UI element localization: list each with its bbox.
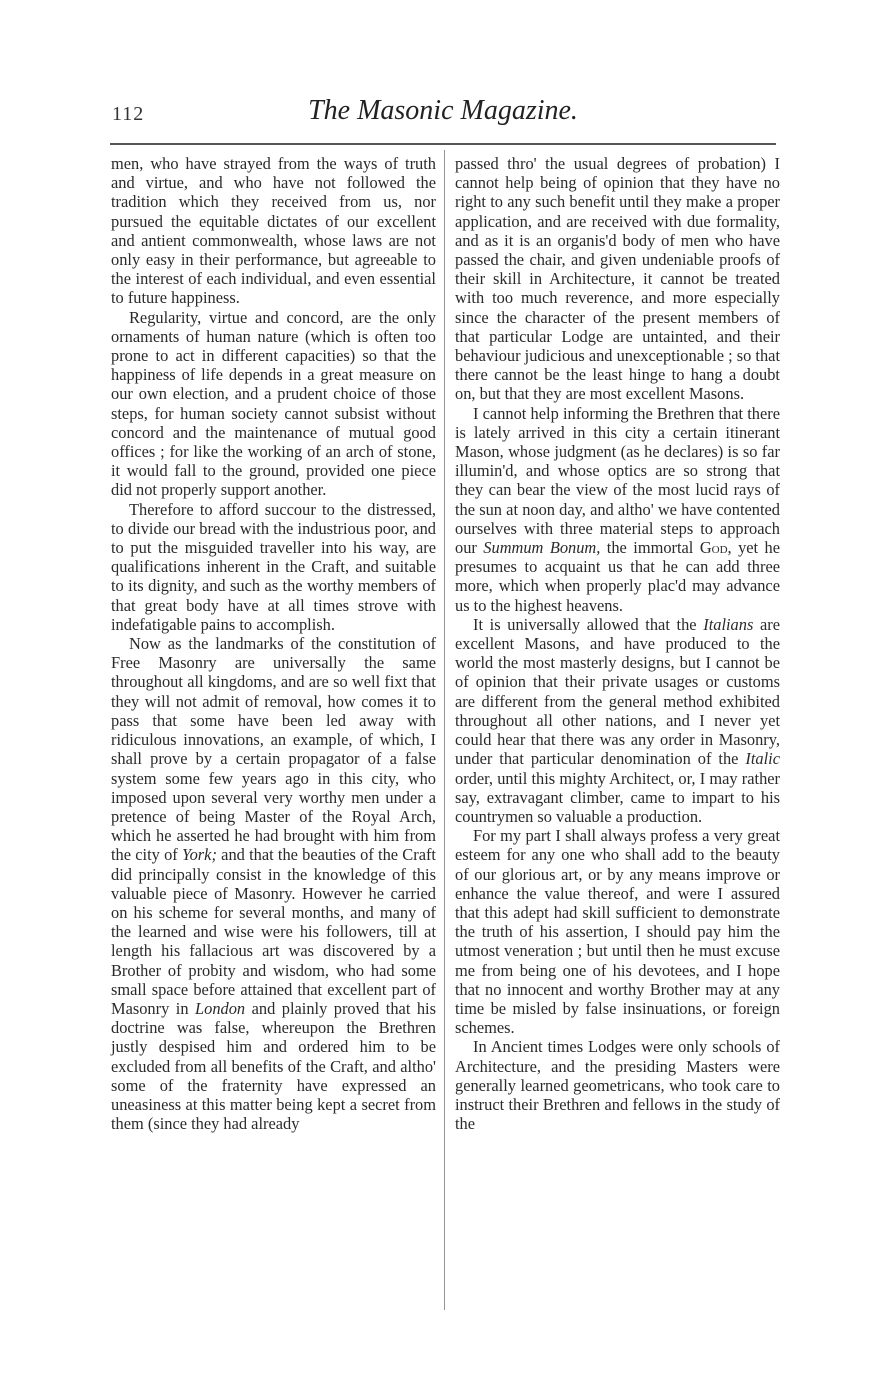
- paragraph: In Ancient times Lodges were only schools of Architecture, and the presiding Masters were generally learned geometricans, who took care to instruct their Brethren and fellows in the study of the: [455, 1037, 780, 1134]
- left-column: [111, 154, 436, 1133]
- italic-word: Italians: [703, 614, 754, 634]
- page-header: [112, 95, 774, 131]
- right-column: [455, 154, 780, 1133]
- smallcaps-word: God: [699, 538, 728, 558]
- paragraph: Therefore to afford succour to the distressed, to divide our bread with the industrious poor, and to put the misguided traveller into his way, are qualifications inherent in the Craft, and suitable to its dignity, and such as the worthy members of that great body have at all times strove with indefatigable pains to accomplish.: [111, 499, 436, 634]
- text-run: order, until this mighty Architect, or, I may rather say, extravagant climber, came to impart to his countrymen so valuable a production.: [455, 768, 780, 826]
- text-run: and plainly proved that his doctrine was false, whereupon the Brethren justly despised him and ordered him to be excluded from all benefits of the Craft, and altho' some of the fraternity have expressed an uneasiness at this matter being kept a secret from them (since they had already: [111, 998, 436, 1134]
- paragraph: [455, 404, 780, 615]
- header-rule: [110, 143, 776, 145]
- italic-word: Italic: [745, 749, 780, 769]
- paragraph: For my part I shall always profess a very great esteem for any one who shall add to the beauty of our glorious art, or by any means improve or enhance the value thereof, and were I assured that this adept had skill sufficient to demonstrate the truth of his assertion, I should pay him the utmost veneration ; but until then he must excuse me from being one of his devotees, and I hope that no innocent and worthy Brother may at any time be misled by false insinuations, or foreign schemes.: [455, 826, 780, 1038]
- paragraph: [111, 634, 436, 1133]
- magazine-title: The Masonic Magazine.: [308, 95, 578, 126]
- text-run: It is universally allowed that the: [473, 614, 704, 634]
- text-run: I cannot help informing the Brethren that there is lately arrived in this city a certain itinerant Mason, whose judgment (as he declares) is so far illumin'd, and whose optics are so strong that they can bear the view of the most lucid rays of the sun at noon day, and altho' we have contented ourselves with three material steps to approach our: [455, 403, 780, 558]
- paragraph: [455, 615, 780, 826]
- paragraph: men, who have strayed from the ways of truth and virtue, and who have not followed the tradition which they received from us, nor pursued the equitable dictates of our excellent and antient commonwealth, whose laws are not only easy in their performance, but agreeable to the interest of each individual, and even essential to future happiness.: [111, 154, 436, 308]
- paragraph: Regularity, virtue and concord, are the only ornaments of human nature (which is often too prone to act in different capacities) so that the happiness of life depends in a great measure on our own election, and a prudent choice of those steps, for human society cannot subsist without concord and the maintenance of mutual good offices ; for like the working of an arch of stone, it would fall to the ground, provided one piece did not properly support another.: [111, 307, 436, 500]
- column-divider: [444, 150, 445, 1310]
- italic-place-name: York;: [182, 845, 217, 865]
- paragraph: passed thro' the usual degrees of probation) I cannot help being of opinion that they have no right to any such benefit until they make a proper application, and are received with due formality, and as it is an organis'd body of men who have passed the chair, and given undeniable proofs of their skill in Architecture, it cannot be treated with too much reverence, and more especially since the character of the present members of that particular Lodge are untainted, and their behaviour judicious and unexceptionable ; so that there cannot be the least hinge to hang a doubt on, but that they are most excellent Masons.: [455, 154, 780, 404]
- page-number: 112: [112, 103, 145, 125]
- italic-latin-phrase: Summum Bonum,: [483, 538, 601, 558]
- text-run: and that the beauties of the Craft did principally consist in the knowledge of this valuable piece of Masonry. However he carried on his scheme for several months, and many of the learned and wise were his followers, till at length his fallacious art was discovered by a Brother of probity and wisdom, who had some small space before attained that excellent part of Masonry in: [111, 845, 436, 1018]
- italic-place-name: London: [195, 998, 246, 1018]
- text-run: are excellent Masons, and have produced to the world the most masterly designs, but I cannot be of opinion that their private usages or customs are different from the general method exhibited throughout all other nations, and I never yet could hear that there was any order in Masonry, under that particular denomination of the: [455, 614, 780, 769]
- text-run: , yet he presumes to acquaint us that he can add three more, which when properly plac'd may advance us to the highest heavens.: [455, 538, 781, 615]
- text-run: the immortal: [600, 538, 700, 558]
- text-run: Now as the landmarks of the constitution of Free Masonry are universally the same throughout all kingdoms, and are so well fixt that they will not admit of removal, how comes it to pass that some have been led away with ridiculous innovations, an example, of which, I shall prove by a certain propagator of a false system some few years ago in this city, who imposed upon several very worthy men under a pretence of being Master of the Royal Arch, which he asserted he had brought with him from the city of: [111, 634, 436, 865]
